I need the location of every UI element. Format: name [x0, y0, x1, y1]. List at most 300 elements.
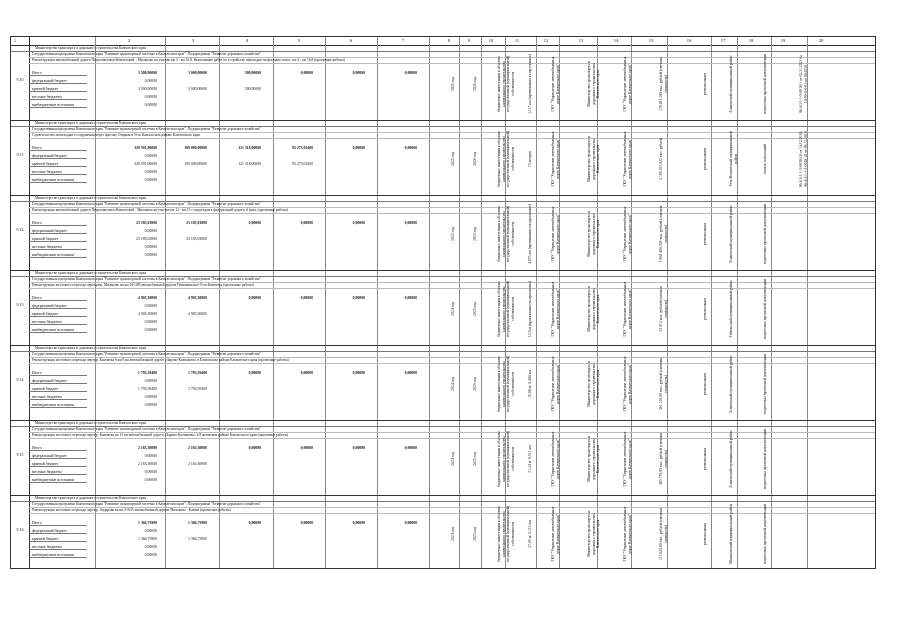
funding-value: 0,00000	[144, 320, 157, 324]
funding-label: Итого	[32, 221, 42, 225]
rotated-cell-15: ГКУ "Управление автомобильных дорог Камчатского края"	[623, 281, 632, 337]
column-number-11: 11	[514, 38, 520, 43]
label-underline	[29, 525, 87, 526]
rotated-cell-13: ГКУ "Управление автомобильных дорог Камчатского края"	[551, 206, 560, 262]
funding-value: 0,00000	[144, 478, 157, 482]
funding-value: 0,00000	[404, 221, 417, 225]
label-underline	[29, 75, 87, 76]
rotated-cell-17: региональная	[703, 223, 707, 245]
document-table	[10, 36, 876, 569]
funding-value: 0,00000	[144, 553, 157, 557]
line-text: Реконструкция автомобильной дороги Петропавловск-Камчатский - Мильково на участке км 12 - км 15 с подъездом к федеральной дороге, 6 (ком. (проектные работы)	[32, 208, 289, 212]
funding-label: внебюджетные источники	[32, 253, 75, 257]
label-underline	[29, 450, 87, 451]
rotated-cell-9: 2024 год	[451, 377, 455, 391]
project-row	[11, 495, 875, 570]
project-row	[11, 45, 875, 120]
line-text: Министерство транспорта и дорожного строительства Камчатского края	[35, 271, 146, 275]
funding-federal	[29, 528, 429, 534]
funding-value: 1 793,59400	[188, 387, 207, 391]
rotated-cell-16: 113 825,00 тыс. рублей (сметная стоимость)	[659, 508, 668, 560]
funding-value: 0,00000	[248, 371, 261, 375]
funding-value: 0,00000	[300, 71, 313, 75]
funding-value: 2 163,30000	[188, 462, 207, 466]
row-number: 9.10	[16, 77, 24, 82]
funding-label: федеральный бюджет	[32, 154, 67, 158]
funding-label: федеральный бюджет	[32, 454, 67, 458]
rotated-cell-19: выпол. изысканий	[763, 144, 767, 174]
funding-value: 2 163,30000	[138, 462, 157, 466]
funding-total	[29, 370, 429, 376]
funding-value: 23 185,03000	[136, 237, 157, 241]
funding-value: 328 591,00000	[134, 162, 157, 166]
column-number-17: 17	[720, 38, 726, 43]
funding-value: 0,00000	[352, 296, 365, 300]
funding-regional	[29, 536, 429, 542]
funding-label: местные бюджеты	[32, 545, 62, 549]
row-number: 9.13	[16, 302, 24, 307]
funding-label: внебюджетные источники	[32, 328, 75, 332]
funding-local	[29, 394, 429, 400]
funding-value: 1 366,75900	[188, 521, 207, 525]
rotated-cell-12: 4,975 км (протяженность проектные)	[528, 204, 532, 264]
column-number-20: 20	[818, 38, 824, 43]
label-underline	[29, 332, 87, 333]
rotated-cell-9: 2025 год	[451, 77, 455, 91]
funding-label: Итого	[32, 71, 42, 75]
funding-value: 328 591,00000	[134, 146, 157, 150]
funding-label: краевой бюджет	[32, 537, 59, 541]
rotated-cell-14: Министерство транспорта и дорожного строительства Камчатского края	[587, 136, 601, 182]
funding-value: 4 903,30000	[138, 296, 157, 300]
funding-regional	[29, 161, 429, 167]
project-row	[11, 195, 875, 270]
funding-label: внебюджетные источники	[32, 403, 75, 407]
rotated-cell-16: 1 068 400,329 тыс. рублей (сметная стоимость)	[659, 205, 668, 263]
rotated-cell-19: подготовка проектной документации	[763, 279, 767, 339]
funding-value: 0,00000	[144, 95, 157, 99]
funding-label: краевой бюджет	[32, 312, 59, 316]
funding-value: 0,00000	[144, 395, 157, 399]
rotated-cell-13: ГКУ "Управление автомобильных дорог Камчатского края"	[551, 356, 560, 412]
funding-label: местные бюджеты	[32, 170, 62, 174]
label-underline	[29, 225, 87, 226]
rotated-cell-18: Елизовский муниципальный район	[729, 55, 733, 113]
funding-value: 0,00000	[248, 521, 261, 525]
rotated-cell-11: бюджетные инвестиции в объекты капитального строительства государственной (муниципальной) собственности	[497, 55, 515, 113]
rotated-cell-18: Тигильский муниципальный район	[729, 280, 733, 338]
funding-value: 2 163,30000	[188, 446, 207, 450]
rotated-cell-15: ГКУ "Управление автомобильных дорог Камчатского края"	[623, 431, 632, 487]
funding-value: 0,00000	[248, 446, 261, 450]
funding-label: Итого	[32, 446, 42, 450]
line-text: Государственная программа Камчатского края "Развитие транспортной системы в Камчатском крае". Подпрограмма "Развитие дорожного хозяйства"	[32, 202, 261, 206]
funding-value: 0,00000	[144, 454, 157, 458]
label-underline	[29, 391, 87, 392]
rotated-cell-19: подготовка проектной документации	[763, 204, 767, 264]
funding-label: Итого	[32, 296, 42, 300]
line-text: Министерство транспорта и дорожного строительства Камчатского края	[35, 346, 146, 350]
funding-value: 4 903,30000	[188, 296, 207, 300]
rotated-cell-18: Елизовский муниципальный район	[729, 205, 733, 263]
column-number-6: 6	[349, 38, 353, 43]
label-underline	[29, 233, 87, 234]
label-underline	[29, 399, 87, 400]
funding-label: внебюджетные источники	[32, 553, 75, 557]
funding-label: внебюджетные источники	[32, 478, 75, 482]
funding-total	[29, 220, 429, 226]
funding-value: 0,00000	[144, 470, 157, 474]
label-underline	[29, 533, 87, 534]
funding-label: Итого	[32, 371, 42, 375]
funding-value: 109 000,00000	[184, 162, 207, 166]
rotated-cell-10: 2026 год	[473, 77, 477, 91]
row-number: 9.15	[16, 452, 24, 457]
column-number-14: 14	[613, 38, 619, 43]
funding-label: краевой бюджет	[32, 387, 59, 391]
funding-value: 0,00000	[352, 71, 365, 75]
funding-value: 0,00000	[352, 146, 365, 150]
funding-value: 2 163,30000	[138, 446, 157, 450]
line-text: Министерство транспорта и дорожного строительства Камчатского края	[35, 121, 146, 125]
row-number: 9.11	[16, 152, 24, 157]
funding-value: 23 185,03000	[136, 221, 157, 225]
funding-value: 0,00000	[144, 379, 157, 383]
funding-value: 0,00000	[352, 446, 365, 450]
line-text: Министерство транспорта и дорожного строительства Камчатского края	[35, 421, 146, 425]
rotated-cell-18: Елизовский муниципальный район	[729, 355, 733, 413]
funding-value: 1 366,75900	[138, 521, 157, 525]
rotated-cell-16: 493 776,00 тыс. рублей (сметная стоимость)	[659, 432, 668, 486]
funding-value: 0,00000	[144, 545, 157, 549]
funding-total	[29, 70, 429, 76]
funding-label: федеральный бюджет	[32, 304, 67, 308]
funding-label: местные бюджеты	[32, 320, 62, 324]
funding-total	[29, 445, 429, 451]
label-underline	[29, 99, 87, 100]
funding-federal	[29, 78, 429, 84]
label-underline	[29, 150, 87, 151]
column-number-12: 12	[543, 38, 549, 43]
rotated-cell-14: Министерство транспорта и дорожного строительства Камчатского края	[587, 361, 601, 407]
funding-value: 1 366,75900	[188, 537, 207, 541]
line-text: Государственная программа Камчатского края "Развитие транспортной системы в Камчатском крае". Подпрограмма "Развитие дорожного хозяйства"	[32, 427, 261, 431]
rotated-cell-10: 2025 год	[473, 377, 477, 391]
rotated-cell-17: региональная	[703, 148, 707, 170]
rotated-cell-12: 1,117 км (протяженность проектные)	[528, 54, 532, 114]
rotated-cell-20: 96:4:3:1-1-3-0038-18 от 14.12.2018; 96:4:3:1-1-3-0038-18 от 09.12.2018	[799, 130, 808, 188]
funding-label: местные бюджеты	[32, 245, 62, 249]
funding-total	[29, 145, 429, 151]
column-number-15: 15	[648, 38, 654, 43]
rotated-cell-10: 2025 год	[473, 452, 477, 466]
rotated-cell-15: ГКУ "Управление автомобильных дорог Камчатского края"	[623, 356, 632, 412]
funding-value: 0,00000	[300, 371, 313, 375]
funding-regional	[29, 461, 429, 467]
funding-federal	[29, 303, 429, 309]
funding-value: 121 318,00000	[238, 162, 261, 166]
funding-label: Итого	[32, 146, 42, 150]
label-underline	[29, 541, 87, 542]
funding-value: 0,00000	[404, 521, 417, 525]
column-number-5: 5	[297, 38, 301, 43]
rotated-cell-11: бюджетные инвестиции в объекты капитального строительства государственной (муниципальной) собственности	[497, 430, 515, 488]
funding-label: внебюджетные источники	[32, 178, 75, 182]
funding-offbudget	[29, 402, 429, 408]
rotated-cell-18: Елизовский муниципальный район	[729, 430, 733, 488]
funding-value: 3 000,00000	[188, 87, 207, 91]
rotated-cell-19: подготовка проектной документации	[763, 429, 767, 489]
rotated-cell-15: ГКУ "Управление автомобильных дорог Камчатского края"	[623, 506, 632, 562]
funding-value: 0,00000	[144, 304, 157, 308]
funding-value: 500,00000	[244, 71, 261, 75]
funding-value: 0,00000	[248, 296, 261, 300]
rotated-cell-9: 2024 год	[451, 302, 455, 316]
rotated-cell-11: бюджетные инвестиции в объекты капитального строительства государственной (муниципальной) собственности	[497, 205, 515, 263]
label-underline	[29, 241, 87, 242]
column-number-4: 4	[245, 38, 249, 43]
label-underline	[29, 166, 87, 167]
label-underline	[29, 375, 87, 376]
funding-label: местные бюджеты	[32, 95, 62, 99]
rotated-cell-13: ГКУ "Управление автомобильных дорог Камчатского края"	[551, 131, 560, 187]
funding-local	[29, 469, 429, 475]
funding-value: 0,00000	[352, 521, 365, 525]
funding-offbudget	[29, 477, 429, 483]
funding-value: 1 793,59400	[138, 387, 157, 391]
project-row	[11, 420, 875, 495]
funding-federal	[29, 153, 429, 159]
line-text: Государственная программа Камчатского края "Развитие транспортной системы в Камчатском крае". Подпрограмма "Развитие дорожного хозяйства"	[32, 52, 261, 56]
label-underline	[29, 474, 87, 475]
funding-total	[29, 520, 429, 526]
label-underline	[29, 482, 87, 483]
funding-local	[29, 544, 429, 550]
rotated-cell-17: региональная	[703, 298, 707, 320]
funding-value: 0,00000	[144, 229, 157, 233]
funding-value: 0,00000	[144, 253, 157, 257]
rotated-cell-14: Министерство транспорта и дорожного строительства Камчатского края	[587, 61, 601, 107]
funding-value: 23 185,03000	[186, 237, 207, 241]
rotated-cell-15: ГКУ "Управление автомобильных дорог Камчатского края"	[623, 131, 632, 187]
rotated-cell-10: 2025 год	[473, 302, 477, 316]
funding-label: внебюджетные источники	[32, 103, 75, 107]
rotated-cell-10: 2025 год	[473, 527, 477, 541]
label-underline	[29, 316, 87, 317]
label-underline	[29, 182, 87, 183]
funding-value: 0,00000	[300, 446, 313, 450]
funding-value: 95 273,03400	[292, 162, 313, 166]
funding-offbudget	[29, 327, 429, 333]
funding-value: 0,00000	[248, 221, 261, 225]
funding-value: 0,00000	[300, 521, 313, 525]
rotated-cell-16: 361 216,00 тыс. рублей (сметная стоимость)	[659, 357, 668, 411]
rotated-cell-17: региональная	[703, 523, 707, 545]
rotated-cell-20: 96:4:3:1-1-5-0018-1 от 02.11.2021 № 14-00-0-0-01-от 08.2019	[799, 55, 808, 113]
rotated-cell-9: 2022 год	[451, 227, 455, 241]
funding-total	[29, 295, 429, 301]
project-row	[11, 120, 875, 195]
line-text: Государственная программа Камчатского края "Развитие транспортной системы в Камчатском крае". Подпрограмма "Развитие дорожного хозяйства"	[32, 127, 261, 131]
funding-label: федеральный бюджет	[32, 529, 67, 533]
column-number-7: 7	[401, 38, 405, 43]
column-number-3: 3	[191, 38, 195, 43]
rotated-cell-13: ГКУ "Управление автомобильных дорог Камчатского края"	[551, 281, 560, 337]
label-underline	[29, 158, 87, 159]
column-number-1: 1	[13, 38, 17, 43]
funding-local	[29, 169, 429, 175]
rotated-cell-12: 27,05 м/ 0,112 км	[528, 520, 532, 548]
label-underline	[29, 174, 87, 175]
funding-label: федеральный бюджет	[32, 79, 67, 83]
funding-value: 0,00000	[404, 296, 417, 300]
line-text: Министерство транспорта и дорожного строительства Камчатского края	[35, 196, 146, 200]
funding-label: Итого	[32, 521, 42, 525]
column-number-18: 18	[748, 38, 754, 43]
funding-local	[29, 94, 429, 100]
funding-regional	[29, 236, 429, 242]
funding-value: 4 903,30000	[138, 312, 157, 316]
funding-label: краевой бюджет	[32, 462, 59, 466]
funding-value: 1 793,59400	[138, 371, 157, 375]
rotated-cell-11: бюджетные инвестиции в объекты капитального строительства государственной (муниципальной) собственности	[497, 280, 515, 338]
funding-value: 3 000,00000	[188, 71, 207, 75]
funding-value: 23 185,03000	[186, 221, 207, 225]
funding-value: 0,00000	[300, 221, 313, 225]
label-underline	[29, 458, 87, 459]
rotated-cell-11: бюджетные инвестиции в объекты капитального строительства государственной (муниципальной) собственности	[497, 355, 515, 413]
funding-label: местные бюджеты	[32, 395, 62, 399]
funding-value: 0,00000	[144, 103, 157, 107]
rotated-cell-17: региональная	[703, 373, 707, 395]
funding-value: 4 903,30000	[188, 312, 207, 316]
rotated-cell-18: Усть-Камчатский муниципальный район	[729, 131, 738, 187]
funding-federal	[29, 453, 429, 459]
label-underline	[29, 557, 87, 558]
project-row	[11, 270, 875, 345]
rotated-cell-10: 2023 год	[473, 227, 477, 241]
label-underline	[29, 549, 87, 550]
funding-offbudget	[29, 552, 429, 558]
funding-value: 0,00000	[144, 245, 157, 249]
funding-federal	[29, 378, 429, 384]
rotated-cell-15: ГКУ "Управление автомобильных дорог Камчатского края"	[623, 56, 632, 112]
rotated-cell-19: подготовка проектной документации	[763, 54, 767, 114]
rotated-cell-11: бюджетные инвестиции в объекты капитального строительства государственной (муниципальной) собственности	[497, 130, 515, 188]
rotated-cell-18: Мильковский муниципальный район	[729, 504, 733, 564]
rotated-cell-12: 12,0 м (протяженность проектные)	[528, 280, 532, 338]
funding-regional	[29, 386, 429, 392]
label-underline	[29, 249, 87, 250]
label-underline	[29, 407, 87, 408]
rotated-cell-16: 23 013 тыс. рублей (сметная стоимость)	[659, 286, 668, 332]
line-text: Строительство пешеходного сооружения через протоку Озерная в Усть-Камчатском районе Камчатского края	[32, 133, 200, 137]
column-number-19: 19	[780, 38, 786, 43]
funding-value: 109 000,00000	[184, 146, 207, 150]
funding-value: 0,00000	[144, 79, 157, 83]
funding-label: краевой бюджет	[32, 162, 59, 166]
rotated-cell-12: 21,24 м/ 0,511 км	[528, 445, 532, 473]
column-number-9: 9	[467, 38, 471, 43]
funding-value: 500,00000	[244, 87, 261, 91]
row-number: 9.16	[16, 527, 24, 532]
column-number-16: 16	[686, 38, 692, 43]
line-text: Министерство транспорта и дорожного строительства Камчатского края	[35, 46, 146, 50]
funding-value: 3 500,00000	[138, 71, 157, 75]
row-number: 9.12	[16, 227, 24, 232]
funding-value: 0,00000	[404, 446, 417, 450]
rotated-cell-11: бюджетные инвестиции в объекты капитального строительства государственной (муниципальной) собственности	[497, 505, 515, 563]
funding-value: 0,00000	[352, 221, 365, 225]
funding-value: 0,00000	[144, 403, 157, 407]
funding-value: 3 500,00000	[138, 87, 157, 91]
funding-value: 0,00000	[404, 371, 417, 375]
line-text: Государственная программа Камчатского края "Развитие транспортной системы в Камчатском крае". Подпрограмма "Развитие дорожного хозяйства"	[32, 502, 261, 506]
funding-value: 121 318,00000	[238, 146, 261, 150]
project-row	[11, 345, 875, 420]
rotated-cell-19: подготовка проектной документации	[763, 354, 767, 414]
funding-regional	[29, 311, 429, 317]
funding-regional	[29, 86, 429, 92]
rotated-cell-9: 2025 год	[451, 152, 455, 166]
rotated-cell-13: ГКУ "Управление автомобильных дорог Камчатского края"	[551, 506, 560, 562]
line-text: Реконструкция мостового перехода через р. Камчатка 6 км 9 на автомобильной дороге «Зарово-Колпаково» в Елизовском районе Камчатского края (проектные работы)	[32, 358, 289, 362]
funding-value: 0,00000	[144, 178, 157, 182]
line-text: Реконструкция мостового перехода через р. Камчатка на 13 км автомобильной дороги «Зарово-Колпаково» в Елизовском районе Камчатского края (проектные работы)	[32, 433, 289, 437]
funding-offbudget	[29, 252, 429, 258]
funding-value: 1 366,75900	[138, 537, 157, 541]
funding-value: 0,00000	[404, 146, 417, 150]
column-number-8: 8	[447, 38, 451, 43]
row-number: 9.14	[16, 377, 24, 382]
label-underline	[29, 300, 87, 301]
rotated-cell-12: 73 метров	[528, 150, 532, 168]
funding-label: краевой бюджет	[32, 87, 59, 91]
funding-federal	[29, 228, 429, 234]
label-underline	[29, 308, 87, 309]
rotated-cell-14: Министерство транспорта и дорожного строительства Камчатского края	[587, 511, 601, 557]
funding-label: местные бюджеты	[32, 470, 62, 474]
funding-value: 0,00000	[300, 296, 313, 300]
funding-offbudget	[29, 102, 429, 108]
rotated-cell-12: 15,98 м/ 0,404 км	[528, 370, 532, 398]
label-underline	[29, 257, 87, 258]
rotated-cell-14: Министерство транспорта и дорожного строительства Камчатского края	[587, 436, 601, 482]
line-text: Реконструкция мостового перехода через р. Авдарова на км 5+635 автомобильной дороги Мильково - Ключи (проектные работы)	[32, 508, 231, 512]
rotated-cell-13: ГКУ "Управление автомобильных дорог Камчатского края"	[551, 56, 560, 112]
funding-label: федеральный бюджет	[32, 229, 67, 233]
line-text: Государственная программа Камчатского края "Развитие транспортной системы в Камчатском крае". Подпрограмма "Развитие дорожного хозяйства"	[32, 277, 261, 281]
line-text: Министерство транспорта и дорожного строительства Камчатского края	[35, 496, 146, 500]
column-number-13: 13	[578, 38, 584, 43]
label-underline	[29, 466, 87, 467]
rotated-cell-9: 2024 год	[451, 452, 455, 466]
line-text: Реконструкция мостового перехода через реку Мильково на км 14+385 автомобильной дороги Пиленковское-Усть-Камчатск (проектные работы)	[32, 283, 254, 287]
rotated-cell-10: 2026 год	[473, 152, 477, 166]
rotated-cell-17: региональная	[703, 448, 707, 470]
funding-value: 0,00000	[144, 170, 157, 174]
funding-value: 0,00000	[404, 71, 417, 75]
label-underline	[29, 91, 87, 92]
funding-local	[29, 244, 429, 250]
rotated-cell-17: региональная	[703, 73, 707, 95]
rotated-cell-14: Министерство транспорта и дорожного строительства Камчатского края	[587, 286, 601, 332]
rotated-cell-9: 2024 год	[451, 527, 455, 541]
column-number-10: 10	[488, 38, 494, 43]
column-number-2: 2	[127, 38, 131, 43]
label-underline	[29, 83, 87, 84]
rotated-cell-19: подготовка проектной документации	[763, 504, 767, 564]
